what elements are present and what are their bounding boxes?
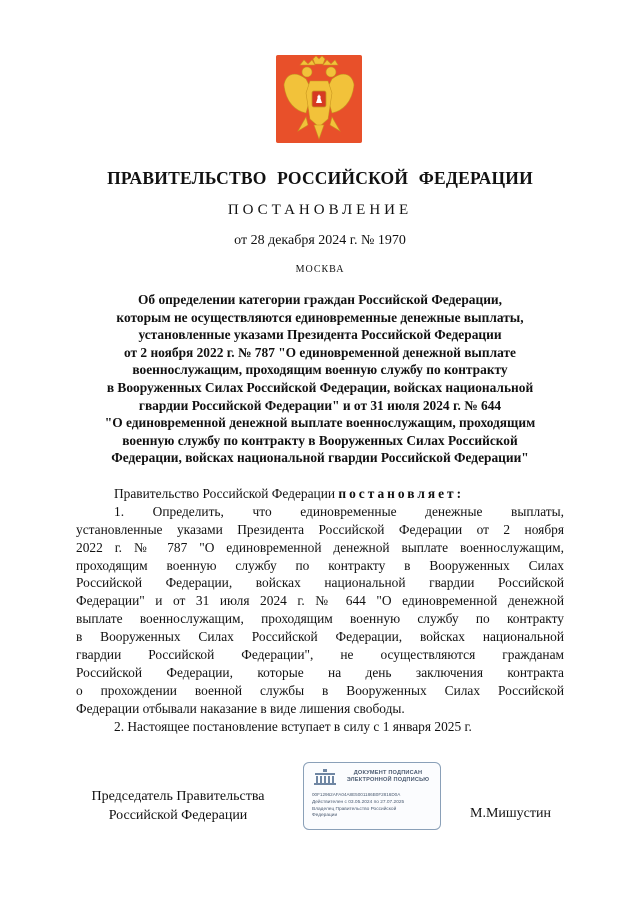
paragraph-2: 2. Настоящее постановление вступает в силу с 1 января 2025 г. xyxy=(114,718,472,734)
paragraph-1-line: Российской Федерации, которые на день заключения контракта xyxy=(76,664,564,680)
subject-line: в Вооруженных Силах Российской Федерации, войсках национальной xyxy=(106,379,534,395)
subject-line: Об определении категории граждан Российской Федерации, xyxy=(138,292,502,307)
stamp-heading-line: ДОКУМЕНТ ПОДПИСАН xyxy=(353,770,423,776)
subject-line: военнослужащим, проходящим военную службу по контракту xyxy=(132,362,508,378)
paragraph-1-line: гвардии Российской Федерации", не осуществляются гражданам xyxy=(76,647,564,663)
document-body xyxy=(76,485,564,735)
decides-word: постановляет: xyxy=(338,486,465,501)
paragraph-1-line: Федерации" и от 31 июля 2024 г. № 644 "О единовременной денежной xyxy=(76,593,564,609)
signer-position-line: Российской Федерации xyxy=(108,808,248,823)
preamble-text: Правительство Российской Федерации xyxy=(114,486,336,501)
preamble-line xyxy=(76,485,564,503)
paragraph-1-line: в Вооруженных Силах Российской Федерации, войсках национальной xyxy=(76,629,564,645)
paragraph-1-line: 2022 г. № 787 "О единовременной денежной выплате военнослужащим, xyxy=(76,539,564,555)
paragraph-1-line: 1. Определить, что единовременные денежные выплаты, xyxy=(114,503,564,519)
stamp-heading xyxy=(342,770,434,784)
subject-line: Федерации, войсках национальной гвардии Российской Федерации" xyxy=(111,450,529,466)
electronic-signature-stamp xyxy=(303,762,441,830)
subject-line: которым не осуществляются единовременные денежные выплаты, xyxy=(116,309,524,325)
stamp-owner: Владелец Правительство Российской Федерации xyxy=(312,807,397,819)
subject-line: установленные указами Президента Российской Федерации xyxy=(138,327,502,343)
paragraph-1-line: о прохождении военной службы в Вооруженных Силах Российской xyxy=(76,682,564,698)
document-subject xyxy=(72,291,568,467)
paragraph-1-line: выплате военнослужащим, проходящим военную службу по контракту xyxy=(76,611,564,627)
issue-city: МОСКВА xyxy=(295,264,345,275)
paragraph-1-line: установленные указами Президента Российской Федерации от 2 ноября xyxy=(76,521,564,537)
signer-name: М.Мишустин xyxy=(470,806,551,821)
subject-line: военную службу по контракту в Вооруженных Силах Российской xyxy=(122,432,518,448)
paragraph-1-line: проходящим военную службу по контракту в Вооруженных Силах xyxy=(76,557,564,573)
coat-of-arms-icon xyxy=(276,55,362,143)
paragraph-1-line: Федерации отбывали наказание в виде лишения свободы. xyxy=(76,700,405,716)
paragraph-1-line: Российской Федерации, войсках национальной гвардии Российской xyxy=(76,575,564,591)
subject-line: от 2 ноября 2022 г. № 787 "О единовременной денежной выплате xyxy=(123,344,516,360)
signer-position-line: Председатель Правительства xyxy=(91,789,265,804)
signer-position xyxy=(78,787,278,825)
stamp-heading-line: ЭЛЕКТРОННОЙ ПОДПИСЬЮ xyxy=(346,777,430,783)
subject-line: гвардии Российской Федерации" и от 31 июля 2024 г. № 644 xyxy=(138,397,502,413)
subject-line: "О единовременной денежной выплате военнослужащим, проходящим xyxy=(104,415,536,431)
stamp-certificate: 00F12962AFA04A8E5001186B0F2816D0A xyxy=(312,792,401,797)
stamp-validity: Действителен с 03.05.2024 по 27.07.2025 xyxy=(312,800,405,805)
document-date-number: от 28 декабря 2024 г. № 1970 xyxy=(234,233,406,248)
document-type: ПОСТАНОВЛЕНИЕ xyxy=(227,202,413,218)
government-name: ПРАВИТЕЛЬСТВО РОССИЙСКОЙ ФЕДЕРАЦИИ xyxy=(107,168,533,188)
government-building-icon xyxy=(312,768,338,786)
